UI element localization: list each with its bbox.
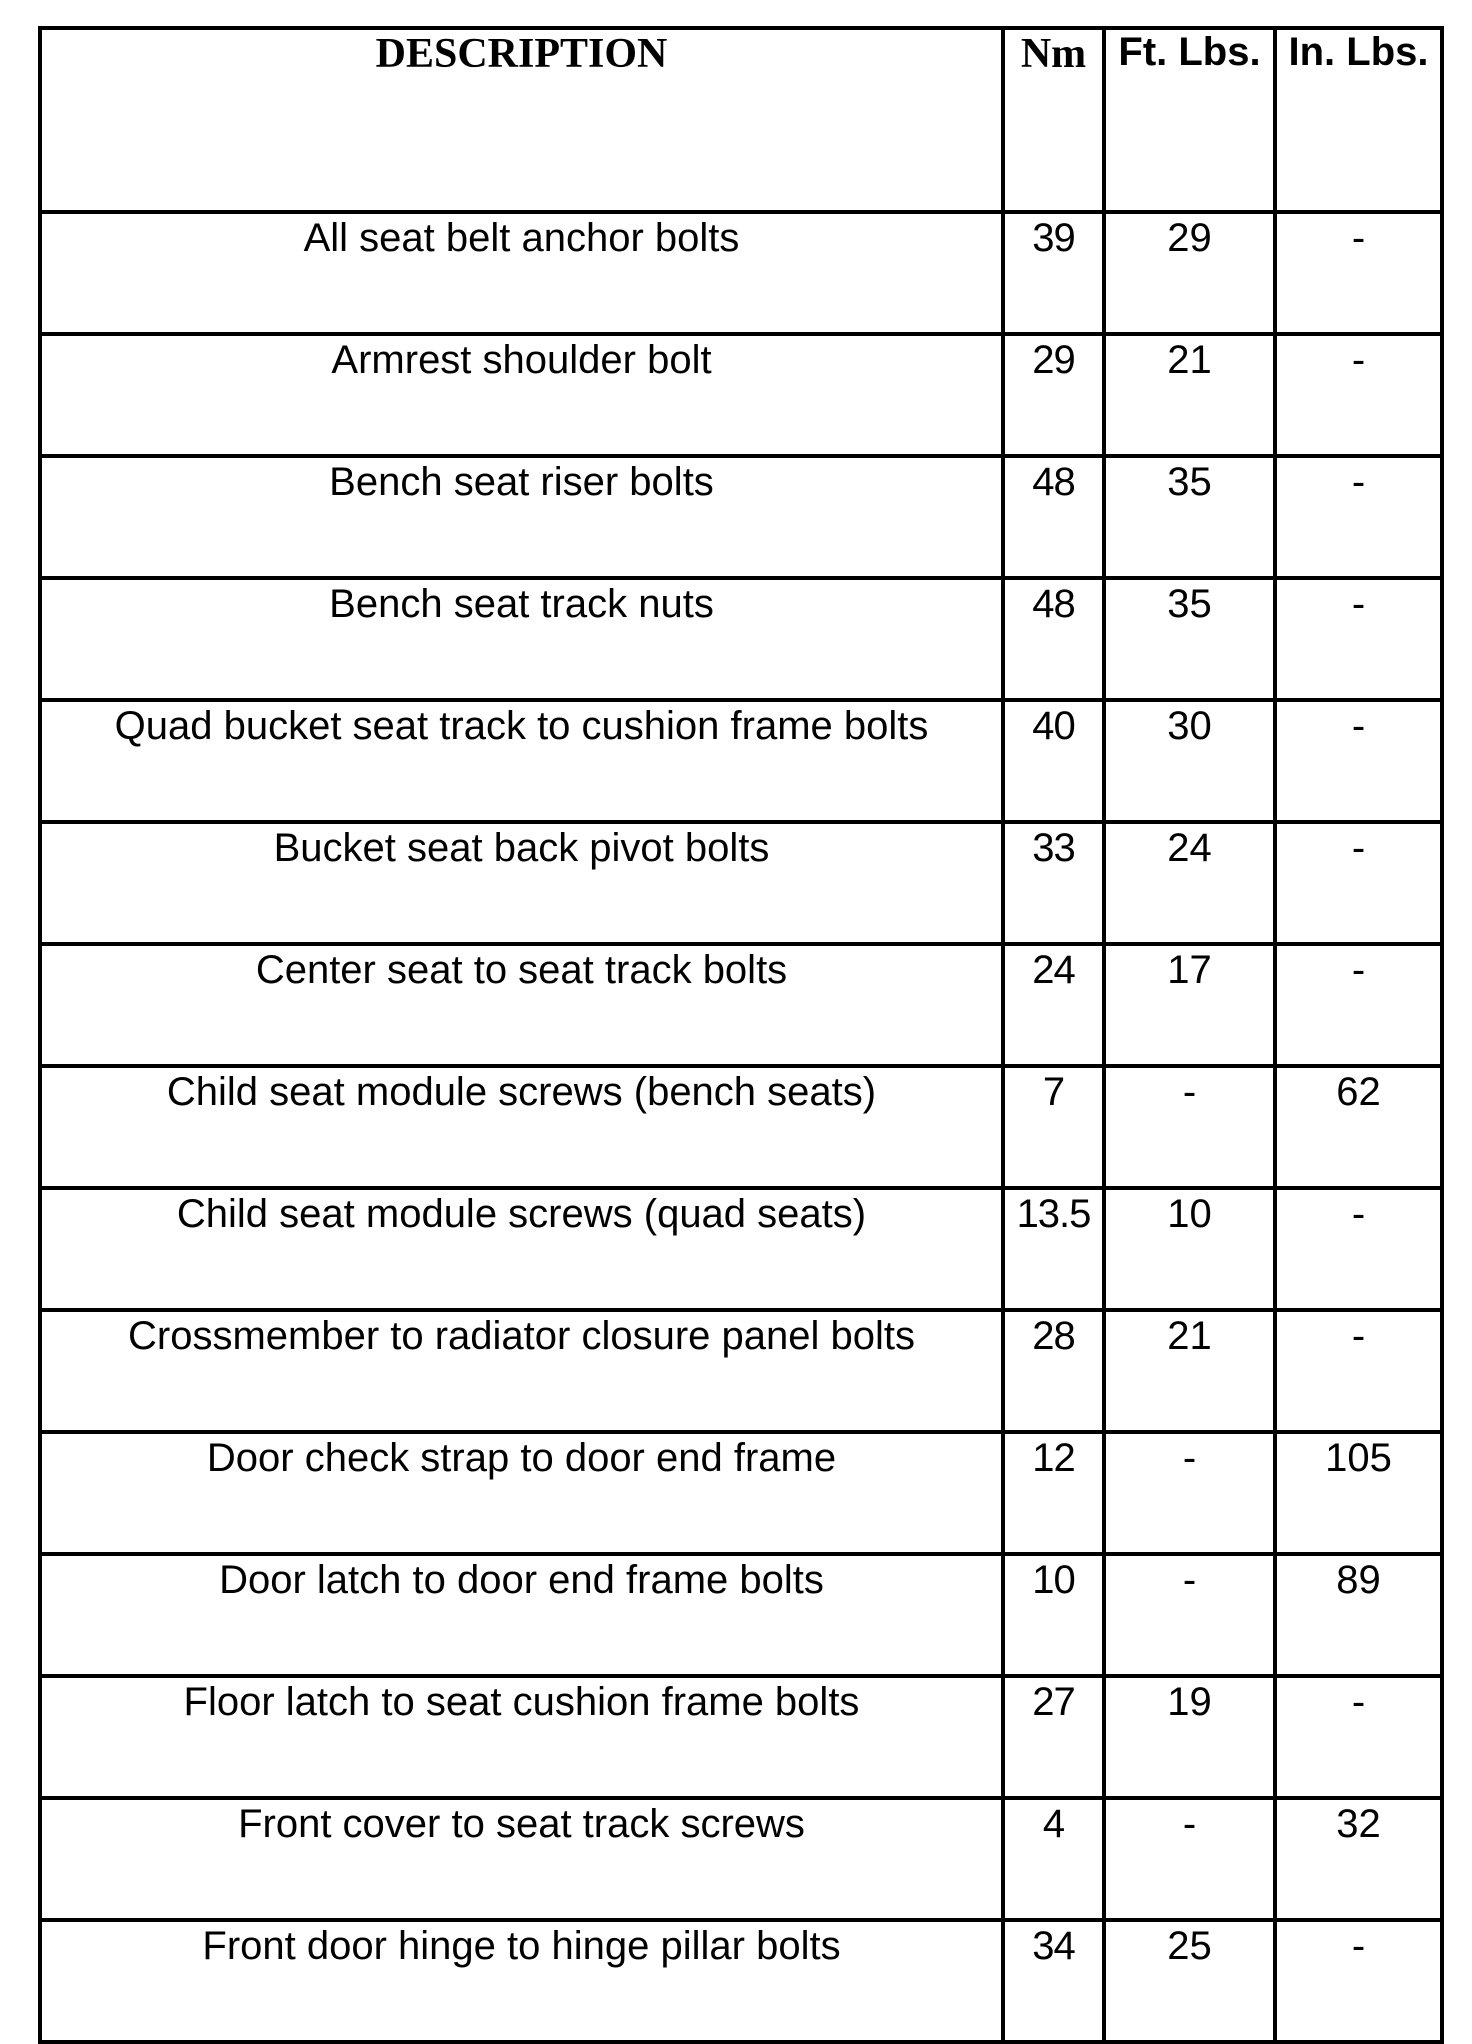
row-in-lbs-value: -: [1275, 700, 1442, 822]
row-nm-value: 4: [1003, 1798, 1104, 1920]
row-description: Crossmember to radiator closure panel bolts: [40, 1310, 1003, 1432]
table-row: [40, 334, 1442, 456]
row-in-lbs-value: -: [1275, 578, 1442, 700]
row-ft-lbs-value: 25: [1104, 1920, 1275, 2042]
row-in-lbs-value: 105: [1275, 1432, 1442, 1554]
row-in-lbs-value: 62: [1275, 1066, 1442, 1188]
table-row: [40, 1310, 1442, 1432]
row-description: Bucket seat back pivot bolts: [40, 822, 1003, 944]
row-ft-lbs-value: 35: [1104, 578, 1275, 700]
row-description: Bench seat riser bolts: [40, 456, 1003, 578]
row-ft-lbs-value: 19: [1104, 1676, 1275, 1798]
row-ft-lbs-value: 35: [1104, 456, 1275, 578]
table-row: [40, 1798, 1442, 1920]
table-row: [40, 1554, 1442, 1676]
row-nm-value: 27: [1003, 1676, 1104, 1798]
row-ft-lbs-value: 21: [1104, 1310, 1275, 1432]
row-ft-lbs-value: 21: [1104, 334, 1275, 456]
table-row: [40, 456, 1442, 578]
table-row: [40, 1920, 1442, 2042]
row-nm-value: 39: [1003, 212, 1104, 334]
table-row: [40, 1066, 1442, 1188]
row-in-lbs-value: -: [1275, 1310, 1442, 1432]
table-body: [40, 212, 1442, 2042]
row-ft-lbs-value: 24: [1104, 822, 1275, 944]
row-ft-lbs-value: -: [1104, 1554, 1275, 1676]
column-header-in-lbs: In. Lbs.: [1275, 28, 1442, 212]
row-in-lbs-value: -: [1275, 944, 1442, 1066]
row-description: Bench seat track nuts: [40, 578, 1003, 700]
table-row: [40, 1676, 1442, 1798]
table-row: [40, 578, 1442, 700]
row-nm-value: 33: [1003, 822, 1104, 944]
row-ft-lbs-value: -: [1104, 1798, 1275, 1920]
row-in-lbs-value: -: [1275, 212, 1442, 334]
row-nm-value: 40: [1003, 700, 1104, 822]
row-in-lbs-value: 89: [1275, 1554, 1442, 1676]
row-in-lbs-value: -: [1275, 1920, 1442, 2042]
row-nm-value: 48: [1003, 456, 1104, 578]
table-row: [40, 700, 1442, 822]
row-description: Front cover to seat track screws: [40, 1798, 1003, 1920]
row-ft-lbs-value: -: [1104, 1432, 1275, 1554]
row-description: Child seat module screws (bench seats): [40, 1066, 1003, 1188]
row-nm-value: 13.5: [1003, 1188, 1104, 1310]
row-in-lbs-value: -: [1275, 1188, 1442, 1310]
row-nm-value: 29: [1003, 334, 1104, 456]
row-description: Quad bucket seat track to cushion frame bolts: [40, 700, 1003, 822]
row-in-lbs-value: -: [1275, 822, 1442, 944]
table-row: [40, 1432, 1442, 1554]
row-nm-value: 28: [1003, 1310, 1104, 1432]
row-ft-lbs-value: 30: [1104, 700, 1275, 822]
row-nm-value: 7: [1003, 1066, 1104, 1188]
row-nm-value: 12: [1003, 1432, 1104, 1554]
table-row: [40, 944, 1442, 1066]
table-row: [40, 212, 1442, 334]
row-ft-lbs-value: -: [1104, 1066, 1275, 1188]
row-description: Center seat to seat track bolts: [40, 944, 1003, 1066]
column-header-description: DESCRIPTION: [40, 28, 1003, 212]
table-row: [40, 1188, 1442, 1310]
table-row: [40, 822, 1442, 944]
row-description: Door check strap to door end frame: [40, 1432, 1003, 1554]
row-in-lbs-value: -: [1275, 334, 1442, 456]
torque-spec-table: [38, 26, 1444, 2044]
row-nm-value: 34: [1003, 1920, 1104, 2042]
header-row: [40, 28, 1442, 212]
row-nm-value: 48: [1003, 578, 1104, 700]
row-in-lbs-value: -: [1275, 456, 1442, 578]
row-description: Front door hinge to hinge pillar bolts: [40, 1920, 1003, 2042]
row-description: Floor latch to seat cushion frame bolts: [40, 1676, 1003, 1798]
row-nm-value: 24: [1003, 944, 1104, 1066]
column-header-nm: Nm: [1003, 28, 1104, 212]
row-description: Door latch to door end frame bolts: [40, 1554, 1003, 1676]
row-description: Armrest shoulder bolt: [40, 334, 1003, 456]
row-in-lbs-value: -: [1275, 1676, 1442, 1798]
row-ft-lbs-value: 10: [1104, 1188, 1275, 1310]
row-description: All seat belt anchor bolts: [40, 212, 1003, 334]
row-ft-lbs-value: 29: [1104, 212, 1275, 334]
column-header-ft-lbs: Ft. Lbs.: [1104, 28, 1275, 212]
row-ft-lbs-value: 17: [1104, 944, 1275, 1066]
row-in-lbs-value: 32: [1275, 1798, 1442, 1920]
row-description: Child seat module screws (quad seats): [40, 1188, 1003, 1310]
row-nm-value: 10: [1003, 1554, 1104, 1676]
